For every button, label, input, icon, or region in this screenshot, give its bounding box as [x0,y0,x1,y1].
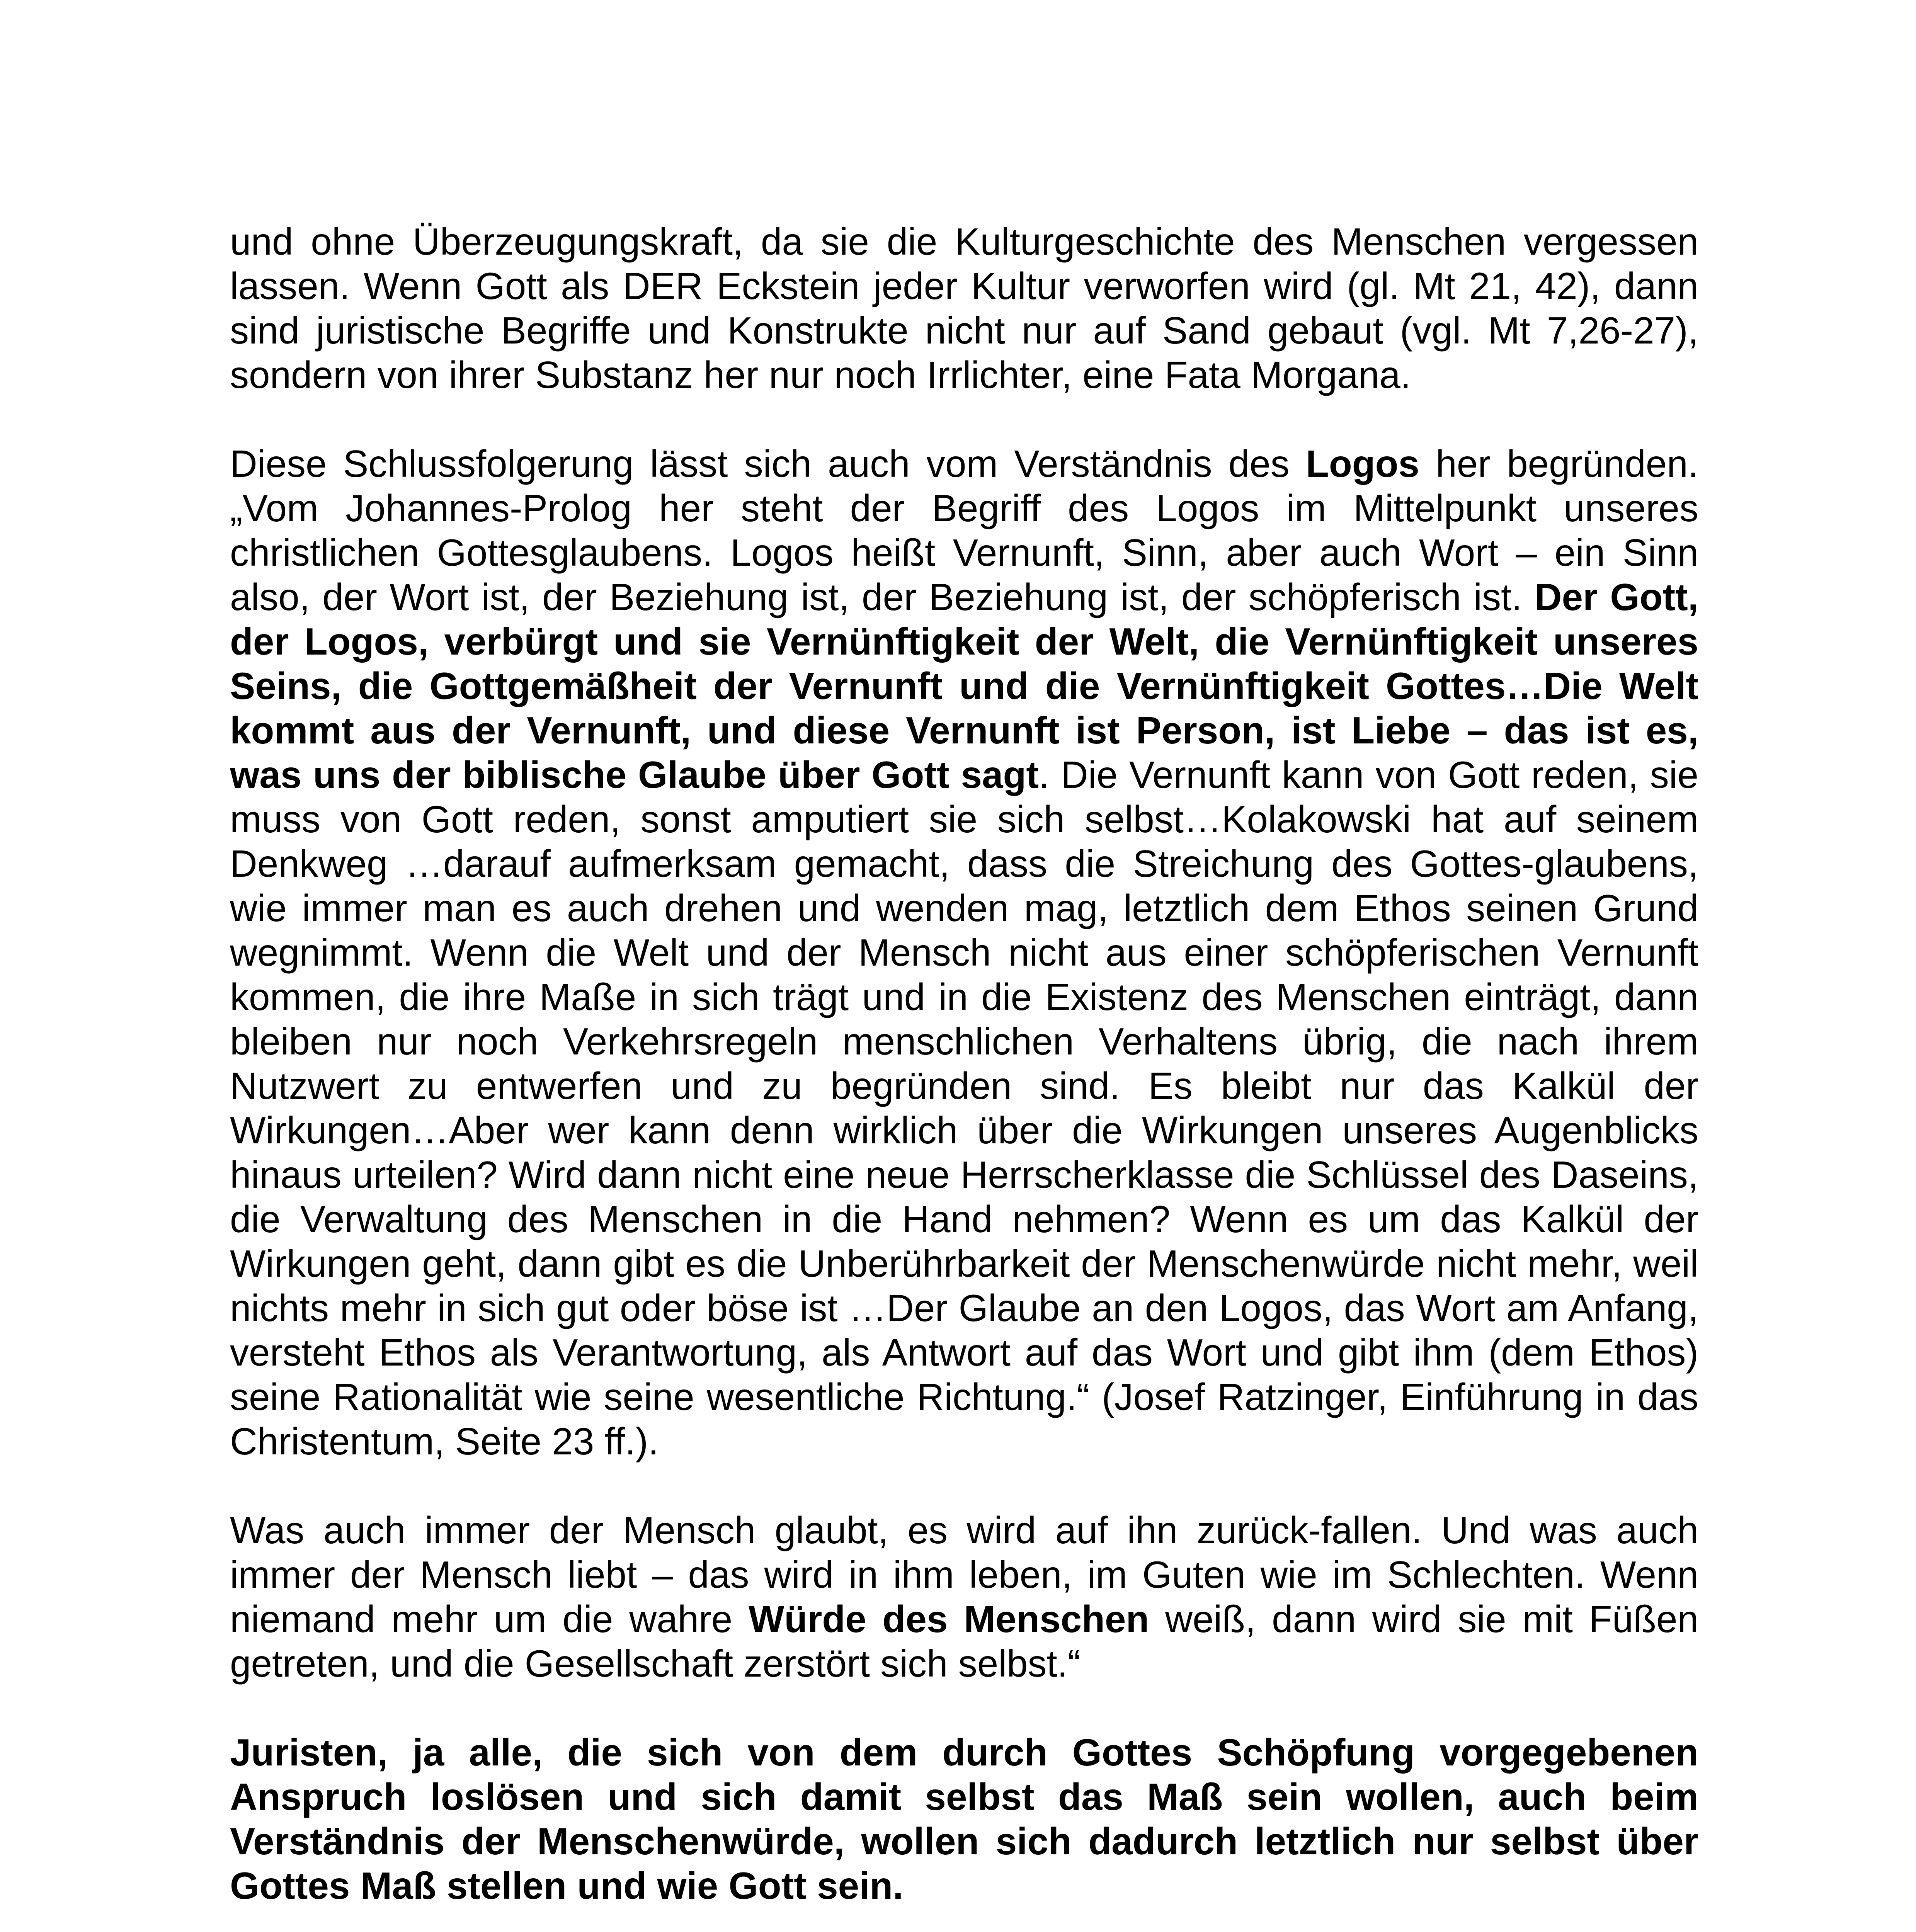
paragraph-logos [230,442,1698,1464]
paragraph-wuerde [230,1508,1698,1686]
paragraph-wuerde-text-2: weiß, dann wird sie mit Füßen getreten, und die Gesellschaft zerstört sich selbst.“ [230,1598,1699,1685]
paragraph-kulturgeschichte: und ohne Überzeugungskraft, da sie die Kulturgeschichte des Menschen vergessen lassen. Wenn Gott als DER Eckstein jeder Kultur verworfen wird (gl. Mt 21, 42), dann sind juristische Begriffe und Konstrukte nicht nur auf Sand gebaut (vgl. Mt 7,26-27), sondern von ihrer Substanz her nur noch Irrlichter, eine Fata Morgana. [230,220,1698,396]
paragraph-wuerde-text-1: Was auch immer der Mensch glaubt, es wird auf ihn zurück-fallen. Und was auch immer der Mensch liebt – das wird in ihm leben, im Guten wie im Schlechten. Wenn niemand mehr um die wahre [230,1509,1698,1640]
paragraph-logos-bold-quote: Der Gott, der Logos, verbürgt und sie Vernünftigkeit der Welt, die Vernünftigkeit unseres Seins, die Gottgemäßheit der Vernunft und die Vernünftigkeit Gottes…Die Welt kommt aus der Vernunft, und diese Vernunft ist Person, ist Liebe – das ist es, was uns der biblische Glaube über Gott sagt [230,576,1698,796]
document-body [230,219,1698,1932]
paragraph-juristen: Juristen, ja alle, die sich von dem durch Gottes Schöpfung vorgegebenen Anspruch loslösen und sich damit selbst das Maß sein wollen, auch beim Verständnis der Menschenwürde, wollen sich dadurch letztlich nur selbst über Gottes Maß stellen und wie Gott sein. [230,1731,1698,1907]
paragraph-logos-text-3: . Die Vernunft kann von Gott reden, sie muss von Gott reden, sonst amputiert sie sich selbst…Kolakowski hat auf seinem Denkweg …darauf aufmerksam gemacht, dass die Streichung des Gottes-glaubens, wie immer man es auch drehen und wenden mag, letztlich dem Ethos seinen Grund wegnimmt. Wenn die Welt und der Mensch nicht aus einer schöpferischen Vernunft kommen, die ihre Maße in sich trägt und in die Existenz des Menschen einträgt, dann bleiben nur noch Verkehrsregeln menschlichen Verhaltens übrig, die nach ihrem Nutzwert zu entwerfen und zu begründen sind. Es bleibt nur das Kalkül der Wirkungen…Aber wer kann denn wirklich über die Wirkungen unseres Augenblicks hinaus urteilen? Wird dann nicht eine neue Herrscherklasse die Schlüssel des Daseins, die Verwaltung des Menschen in die Hand nehmen? Wenn es um das Kalkül der Wirkungen geht, dann gibt es die Unberührbarkeit der Menschenwürde nicht mehr, weil nichts mehr in sich gut oder böse ist …Der Glaube an den Logos, das Wort am Anfang, versteht Ethos als Verantwortung, als Antwort auf das Wort und gibt ihm (dem Ethos) seine Rationalität wie seine wesentliche Richtung.“ (Josef Ratzinger, Einführung in das Christentum, Seite 23 ff.). [230,753,1698,1463]
paragraph-logos-text-1: Diese Schlussfolgerung lässt sich auch vom Verständnis des [230,442,1306,485]
paragraph-wuerde-bold: Würde des Menschen [748,1598,1149,1640]
paragraph-logos-bold-logos: Logos [1305,442,1419,485]
paragraph-logos-text-2: her begründen. „Vom Johannes-Prolog her steht der Begriff des Logos im Mittelpunkt unseres christlichen Gottesglaubens. Logos heißt Vernunft, Sinn, aber auch Wort – ein Sinn also, der Wort ist, der Beziehung ist, der Beziehung ist, der schöpferisch ist. [230,442,1698,618]
